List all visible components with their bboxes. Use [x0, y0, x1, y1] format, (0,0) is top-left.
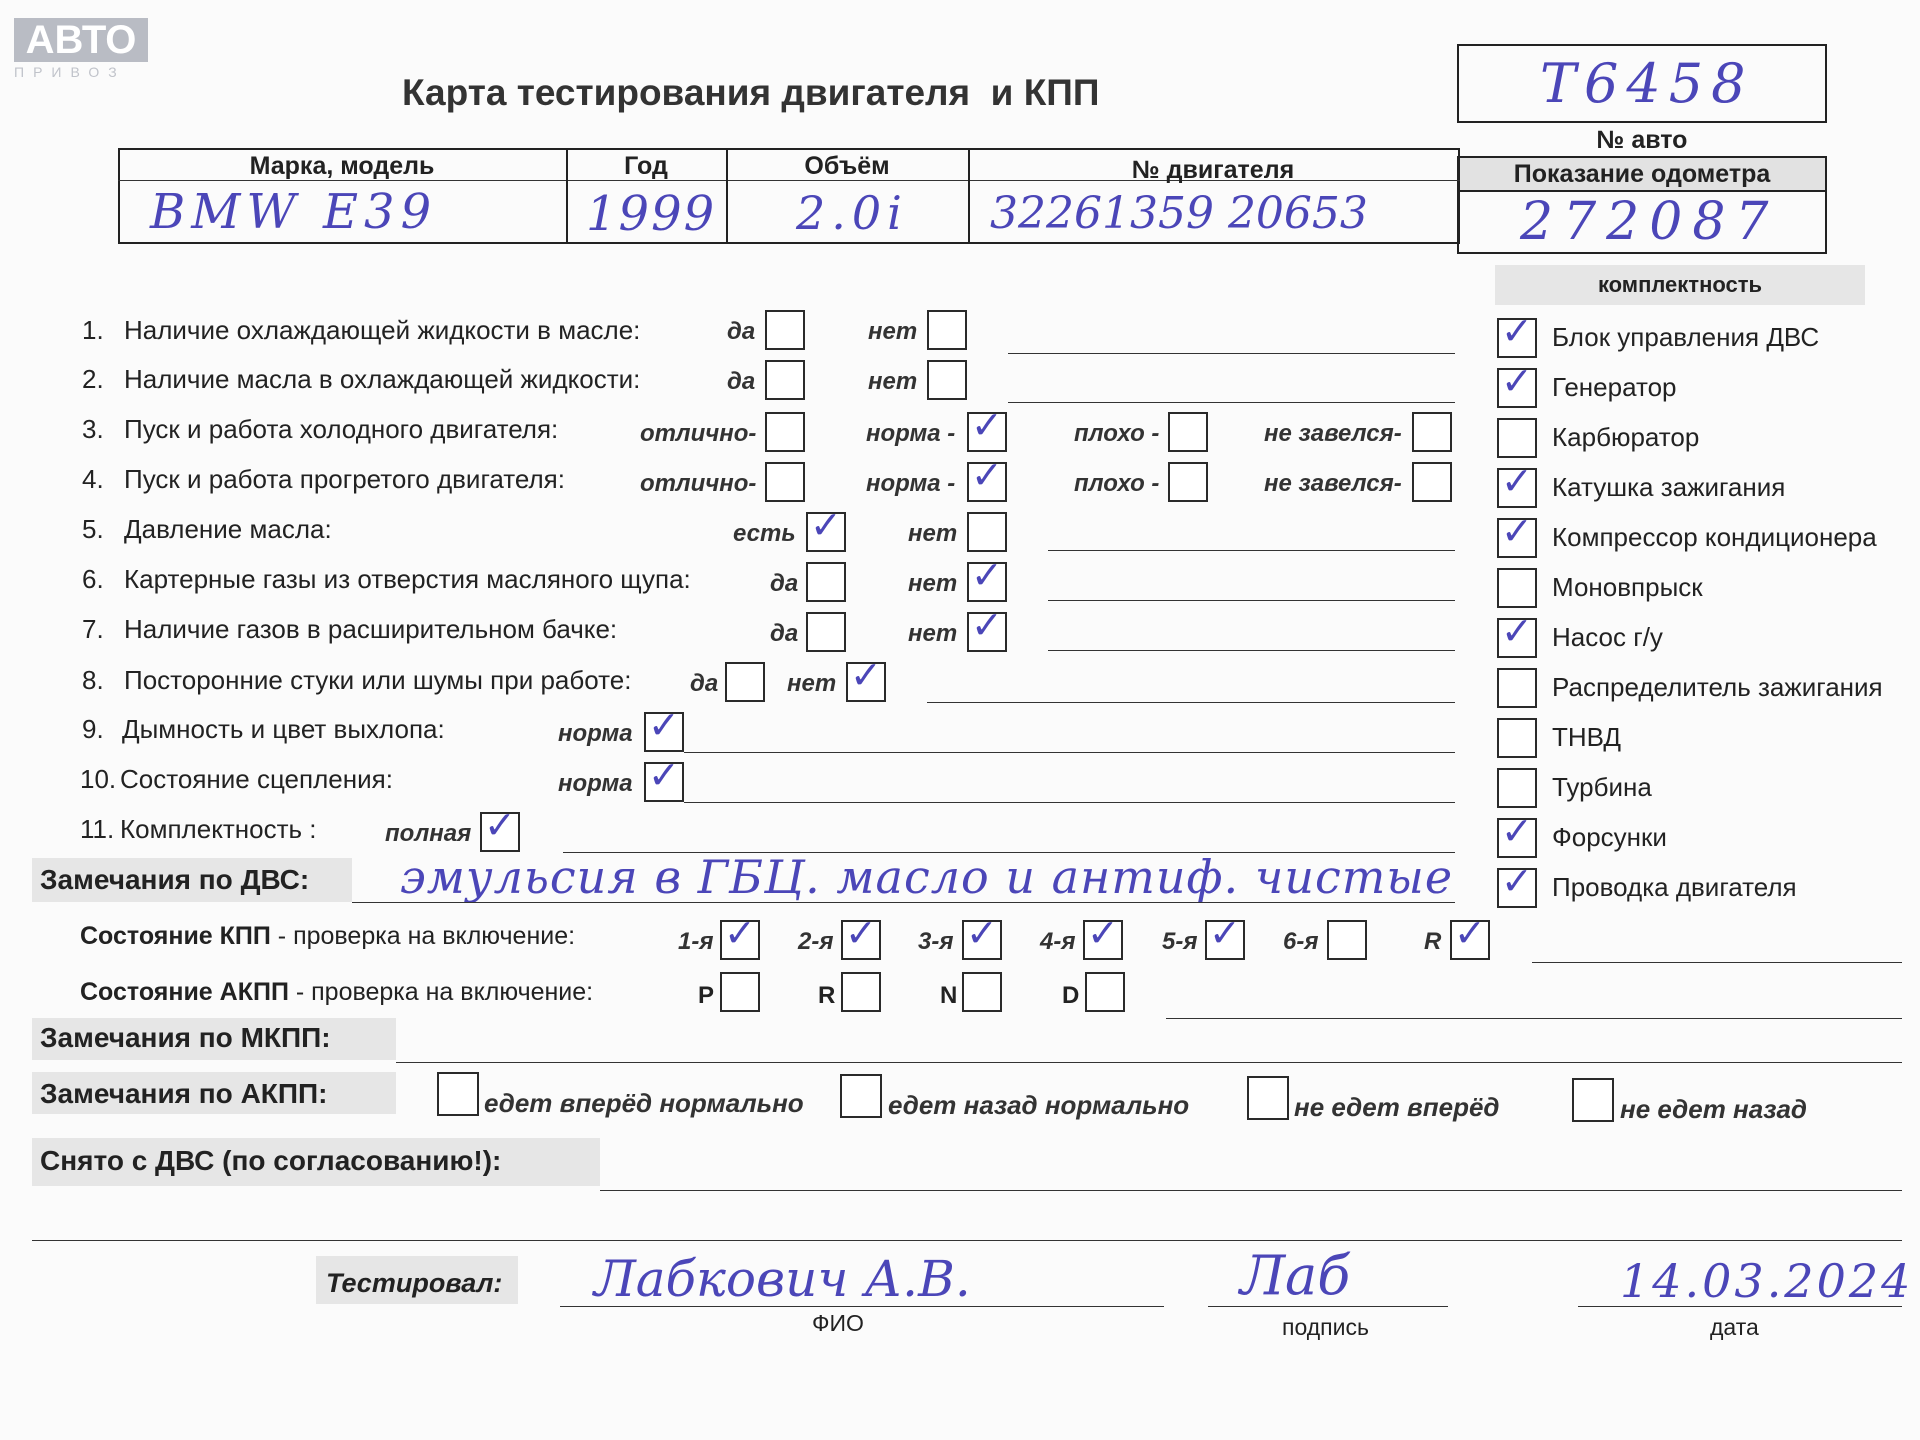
- comp-8-label: Распределитель зажигания: [1552, 672, 1883, 702]
- car-number-value: T6458: [1540, 52, 1754, 115]
- item-4-label: Пуск и работа прогретого двигателя:: [124, 464, 565, 494]
- year-value: 1999: [586, 186, 717, 242]
- item-1-yes: да: [727, 318, 756, 345]
- auto-pos-d-label: D: [1062, 982, 1080, 1009]
- tester-sign-line: [1208, 1306, 1448, 1307]
- comp-5-label: Компрессор кондиционера: [1552, 522, 1877, 552]
- gear-6-checkbox[interactable]: [1327, 920, 1367, 960]
- comp-12-label: Проводка двигателя: [1552, 872, 1797, 902]
- item-3-excellent-checkbox[interactable]: [765, 412, 805, 452]
- item-4-bad-checkbox[interactable]: [1168, 462, 1208, 502]
- tester-name-value: Лабкович А.В.: [594, 1250, 971, 1308]
- item-6-label: Картерные газы из отверстия масляного щупа:: [124, 564, 691, 594]
- col-volume-label: Объём: [804, 152, 890, 180]
- item-3-label: Пуск и работа холодного двигателя:: [124, 414, 559, 444]
- item-8-line: [927, 702, 1455, 703]
- gear-1-label: 1-я: [678, 928, 714, 955]
- gear-r-checkbox[interactable]: ✓: [1450, 920, 1490, 960]
- tester-date-line: [1578, 1306, 1902, 1307]
- logo-bottom: ПРИВОЗ: [14, 64, 126, 80]
- auto-remark-4-label: не едет назад: [1620, 1094, 1808, 1124]
- item-4-excellent-checkbox[interactable]: [765, 462, 805, 502]
- item-7-yes: да: [770, 620, 799, 647]
- gear-2-checkbox[interactable]: ✓: [841, 920, 881, 960]
- item-8-yes-checkbox[interactable]: [725, 662, 765, 702]
- item-8-label: Посторонние стуки или шумы при работе:: [124, 665, 632, 695]
- tester-signature: Лаб: [1240, 1244, 1351, 1307]
- item-6-number: 6.: [82, 564, 104, 594]
- item-5-no-checkbox[interactable]: [967, 512, 1007, 552]
- car-number-label: № авто: [1596, 126, 1688, 154]
- comp-1-label: Блок управления ДВС: [1552, 322, 1820, 352]
- model-value: BMW E39: [150, 184, 438, 240]
- item-1-no: нет: [868, 318, 918, 345]
- item-3-bad: плохо -: [1074, 420, 1160, 447]
- item-6-line: [1048, 600, 1455, 601]
- item-2-no: нет: [868, 368, 918, 395]
- item-2-number: 2.: [82, 364, 104, 394]
- item-3-normal: норма -: [866, 420, 956, 447]
- gear-2-label: 2-я: [798, 928, 834, 955]
- comp-9-label: ТНВД: [1552, 722, 1622, 752]
- item-10-norma-checkbox[interactable]: ✓: [644, 762, 684, 802]
- auto-gearbox-line: [1166, 1018, 1902, 1019]
- auto-pos-n-checkbox[interactable]: [962, 972, 1002, 1012]
- comp-5-checkbox[interactable]: ✓: [1497, 518, 1537, 558]
- gear-6-label: 6-я: [1283, 928, 1319, 955]
- col-model-label: Марка, модель: [249, 152, 435, 180]
- item-5-present: есть: [733, 520, 796, 547]
- comp-9-checkbox[interactable]: [1497, 718, 1537, 758]
- comp-4-label: Катушка зажигания: [1552, 472, 1786, 502]
- item-5-label: Давление масла:: [124, 514, 332, 544]
- item-10-norma: норма: [558, 770, 633, 797]
- item-10-label: Состояние сцепления:: [120, 764, 393, 794]
- tester-date-caption: дата: [1710, 1314, 1759, 1340]
- item-9-norma: норма: [558, 720, 633, 747]
- gear-r-label: R: [1424, 928, 1442, 955]
- comp-6-checkbox[interactable]: [1497, 568, 1537, 608]
- gear-4-checkbox[interactable]: ✓: [1083, 920, 1123, 960]
- item-6-yes: да: [770, 570, 799, 597]
- odometer-value: 272087: [1520, 192, 1779, 252]
- item-10-line: [684, 802, 1455, 803]
- comp-11-checkbox[interactable]: ✓: [1497, 818, 1537, 858]
- tester-sign-caption: подпись: [1282, 1314, 1369, 1340]
- item-11-number: 11.: [80, 814, 115, 844]
- auto-remark-4-checkbox[interactable]: [1572, 1078, 1614, 1122]
- comp-3-checkbox[interactable]: [1497, 418, 1537, 458]
- item-2-yes: да: [727, 368, 756, 395]
- item-1-number: 1.: [82, 315, 104, 345]
- item-3-no-start-checkbox[interactable]: [1412, 412, 1452, 452]
- item-4-normal-checkbox[interactable]: ✓: [967, 462, 1007, 502]
- item-5-no: нет: [908, 520, 958, 547]
- item-8-no-checkbox[interactable]: ✓: [846, 662, 886, 702]
- item-3-number: 3.: [82, 414, 104, 444]
- auto-remark-1-checkbox[interactable]: [437, 1072, 479, 1116]
- comp-1-checkbox[interactable]: ✓: [1497, 318, 1537, 358]
- comp-12-checkbox[interactable]: ✓: [1497, 868, 1537, 908]
- manual-remarks-line: [396, 1062, 1902, 1063]
- item-7-line: [1048, 650, 1455, 651]
- auto-pos-r-label: R: [818, 982, 836, 1009]
- item-6-yes-checkbox[interactable]: [806, 562, 846, 602]
- page-title: Карта тестирования двигателя и КПП: [402, 72, 1100, 113]
- item-9-norma-checkbox[interactable]: ✓: [644, 712, 684, 752]
- item-8-no: нет: [787, 670, 837, 697]
- item-10-number: 10.: [80, 764, 117, 794]
- item-9-label: Дымность и цвет выхлопа:: [122, 714, 445, 744]
- auto-remark-2-label: едет назад нормально: [888, 1090, 1190, 1120]
- item-2-yes-checkbox[interactable]: [765, 360, 805, 400]
- logo: [14, 18, 150, 82]
- auto-remark-2-checkbox[interactable]: [840, 1074, 882, 1118]
- completeness-title: комплектность: [1597, 272, 1763, 297]
- comp-10-checkbox[interactable]: [1497, 768, 1537, 808]
- item-2-line: [1008, 402, 1455, 403]
- item-2-no-checkbox[interactable]: [927, 360, 967, 400]
- col-engine-label: № двигателя: [1131, 156, 1295, 184]
- item-11-full-checkbox[interactable]: ✓: [480, 812, 520, 852]
- gearbox-line: [1532, 962, 1902, 963]
- item-1-line: [1008, 353, 1455, 354]
- item-6-no: нет: [908, 570, 958, 597]
- auto-remarks-label: Замечания по АКПП:: [40, 1078, 328, 1109]
- comp-10-label: Турбина: [1552, 772, 1652, 802]
- comp-7-label: Насос г/у: [1552, 622, 1663, 652]
- item-4-no-start: не завелся-: [1264, 470, 1402, 497]
- auto-remark-3-label: не едет вперёд: [1294, 1092, 1500, 1122]
- logo-top: АВТО: [14, 18, 148, 62]
- auto-remark-3-checkbox[interactable]: [1247, 1076, 1289, 1120]
- gear-3-label: 3-я: [918, 928, 954, 955]
- auto-pos-p-label: P: [698, 982, 715, 1009]
- tester-date-value: 14.03.2024: [1620, 1254, 1914, 1308]
- item-4-normal: норма -: [866, 470, 956, 497]
- auto-gearbox-label: Состояние АКПП - проверка на включение:: [80, 978, 594, 1006]
- odometer-label: Показание одометра: [1513, 160, 1771, 188]
- gear-5-label: 5-я: [1162, 928, 1198, 955]
- removed-line: [600, 1190, 1902, 1191]
- item-7-no-checkbox[interactable]: ✓: [967, 612, 1007, 652]
- item-7-yes-checkbox[interactable]: [806, 612, 846, 652]
- item-1-no-checkbox[interactable]: [927, 310, 967, 350]
- item-2-label: Наличие масла в охлаждающей жидкости:: [124, 364, 641, 394]
- tester-name-line: [560, 1306, 1164, 1307]
- item-5-line: [1048, 550, 1455, 551]
- engine-remarks-line: [352, 902, 1455, 903]
- item-6-no-checkbox[interactable]: ✓: [967, 562, 1007, 602]
- engine-remarks-value: эмульсия в ГБЦ. масло и антиф. чистые: [400, 850, 1454, 904]
- auto-pos-p-checkbox[interactable]: [720, 972, 760, 1012]
- item-7-number: 7.: [82, 614, 104, 644]
- comp-6-label: Моновпрыск: [1552, 572, 1703, 602]
- gear-4-label: 4-я: [1040, 928, 1076, 955]
- item-4-no-start-checkbox[interactable]: [1412, 462, 1452, 502]
- comp-4-checkbox[interactable]: ✓: [1497, 468, 1537, 508]
- auto-remark-1-label: едет вперёд нормально: [484, 1088, 804, 1118]
- comp-2-checkbox[interactable]: ✓: [1497, 368, 1537, 408]
- comp-8-checkbox[interactable]: [1497, 668, 1537, 708]
- removed-line-2: [32, 1240, 1902, 1241]
- comp-7-checkbox[interactable]: ✓: [1497, 618, 1537, 658]
- item-8-number: 8.: [82, 665, 104, 695]
- engine-value: 32261359 20653: [990, 188, 1368, 239]
- tester-label: Тестировал:: [326, 1268, 503, 1298]
- item-7-label: Наличие газов в расширительном бачке:: [124, 614, 618, 644]
- auto-pos-d-checkbox[interactable]: [1085, 972, 1125, 1012]
- item-11-full: полная: [385, 820, 472, 847]
- removed-label: Снято с ДВС (по согласованию!):: [40, 1145, 502, 1176]
- gearbox-label: Состояние КПП - проверка на включение:: [80, 922, 576, 950]
- auto-pos-n-label: N: [940, 982, 958, 1009]
- item-5-number: 5.: [82, 514, 104, 544]
- item-9-line: [684, 752, 1455, 753]
- comp-2-label: Генератор: [1552, 372, 1677, 402]
- engine-remarks-label: Замечания по ДВС:: [40, 864, 310, 895]
- auto-pos-r-checkbox[interactable]: [841, 972, 881, 1012]
- volume-value: 2.0i: [796, 186, 908, 240]
- item-4-bad: плохо -: [1074, 470, 1160, 497]
- item-4-excellent: отлично-: [640, 470, 757, 497]
- gear-3-checkbox[interactable]: ✓: [962, 920, 1002, 960]
- item-5-present-checkbox[interactable]: ✓: [806, 512, 846, 552]
- item-8-yes: да: [690, 670, 719, 697]
- item-4-number: 4.: [82, 464, 104, 494]
- col-year-label: Год: [624, 152, 668, 180]
- tester-name-caption: ФИО: [812, 1310, 864, 1336]
- item-7-no: нет: [908, 620, 958, 647]
- item-3-bad-checkbox[interactable]: [1168, 412, 1208, 452]
- gear-5-checkbox[interactable]: ✓: [1205, 920, 1245, 960]
- item-3-no-start: не завелся-: [1264, 420, 1402, 447]
- gear-1-checkbox[interactable]: ✓: [720, 920, 760, 960]
- item-1-label: Наличие охлаждающей жидкости в масле:: [124, 315, 641, 345]
- manual-remarks-label: Замечания по МКПП:: [40, 1022, 331, 1053]
- item-1-yes-checkbox[interactable]: [765, 310, 805, 350]
- item-3-normal-checkbox[interactable]: ✓: [967, 412, 1007, 452]
- item-9-number: 9.: [82, 714, 104, 744]
- item-11-label: Комплектность :: [120, 814, 317, 844]
- comp-11-label: Форсунки: [1552, 822, 1667, 852]
- item-3-excellent: отлично-: [640, 420, 757, 447]
- comp-3-label: Карбюратор: [1552, 422, 1700, 452]
